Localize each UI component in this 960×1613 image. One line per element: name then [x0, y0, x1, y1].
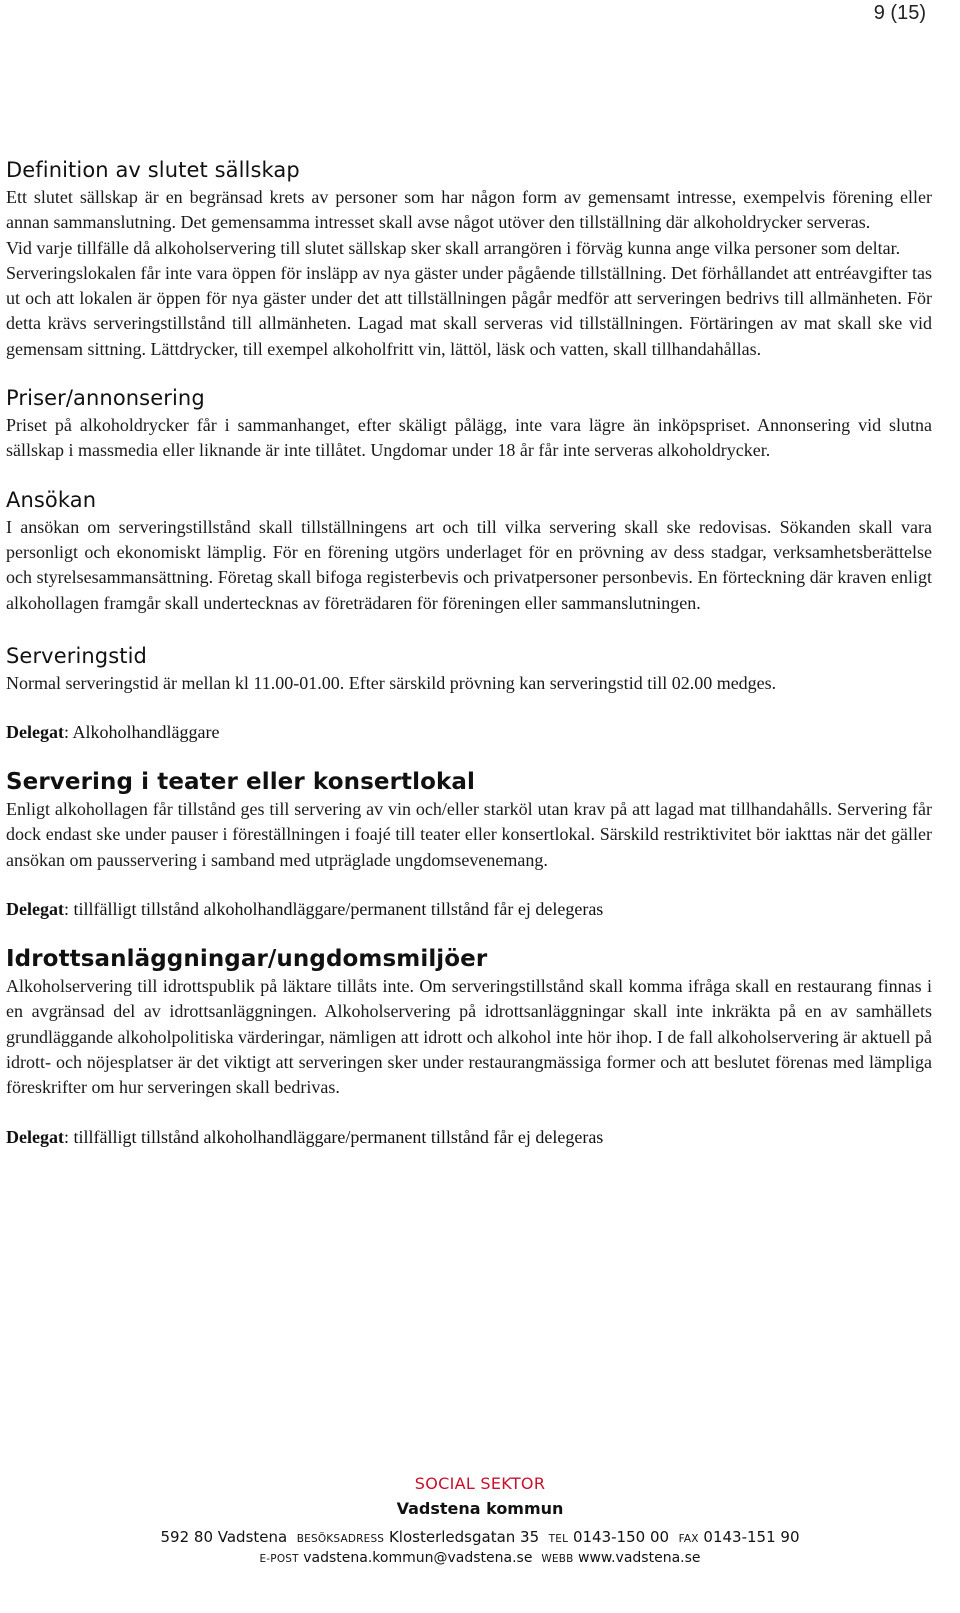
paragraph: Serveringslokalen får inte vara öppen för insläpp av nya gäster under pågående tillställning. Det förhållandet att entréavgifter tas ut och att lokalen är öppen för nya gäster under det att tillställningen pågår medför att serveringen bedrivs till allmänheten. För detta krävs serveringstillstånd till allmänheten. Lagad mat skall serveras vid tillställningen. Förtäringen av mat skall ske vid gemensam sittning. Lättdrycker, till exempel alkoholfritt vin, lättöl, läsk och vatten, skall tillhandahållas. — [6, 262, 932, 359]
section-heading: Ansökan — [6, 487, 97, 512]
section-heading: Priser/annonsering — [6, 386, 205, 411]
email-address[interactable]: vadstena.kommun@vadstena.se — [303, 1550, 533, 1566]
tel-number: 0143-150 00 — [572, 1528, 670, 1546]
paragraph: Vid varje tillfälle då alkoholservering till slutet sällskap sker skall arrangören i förväg kunna ange vilka personer som deltar. — [6, 237, 901, 258]
section-heading: Servering i teater eller konsertlokal — [6, 769, 476, 796]
paragraph: Enligt alkohollagen får tillstånd ges till servering av vin och/eller starköl utan krav på att lagad mat tillhandahålls. Servering får dock endast ske under pauser i föreställningen i foajé till teater eller konsertlokal. Särskild restriktivitet bör iakttas när det gäller ansökan om pausservering i samband med utpräglade ungdomsevenemang. — [6, 799, 932, 870]
section-heading: Definition av slutet sällskap — [6, 158, 300, 182]
delegat-line — [6, 897, 932, 922]
delegat-label: Delegat — [6, 722, 64, 743]
address-line — [0, 1528, 960, 1546]
delegat-text: : tillfälligt tillstånd alkoholhandläggare/permanent tillstånd får ej delegeras — [63, 899, 604, 920]
delegat-line — [6, 1125, 932, 1150]
page-footer — [0, 1474, 960, 1566]
web-address[interactable]: www.vadstena.se — [578, 1550, 701, 1566]
section-definition — [6, 158, 932, 362]
section-heading: Idrottsanläggningar/ungdomsmiljöer — [6, 946, 488, 973]
fax-number: 0143-151 90 — [703, 1528, 800, 1546]
paragraph: Alkoholservering till idrottspublik på läktare tillåts inte. Om serveringstillstånd skall komma ifråga skall en restaurang finnas i en avgränsad del av idrottsanläggningen. Alkoholservering på idrottsanläggningar skall inte inkräkta på en av samhällets grundläggande alkoholpolitiska värderingar, nämligen att idrott och alkohol inte hör ihop. I de fall alkoholservering är aktuell på idrott- och nöjesplatser är det viktigt att serveringen sker under restaurangmässiga former och att beslutet förenas med lämpliga föreskrifter om hur serveringen skall bedrivas. — [6, 976, 932, 1098]
section-heading: Serveringstid — [6, 643, 147, 668]
document-body — [6, 158, 932, 1150]
delegat-label: Delegat — [6, 1126, 64, 1147]
delegat-text: : tillfälligt tillstånd alkoholhandläggare/permanent tillstånd får ej delegeras — [63, 1126, 604, 1147]
delegat-text: : Alkoholhandläggare — [63, 722, 220, 743]
section-priser — [6, 386, 932, 464]
section-idrott — [6, 946, 932, 1149]
fax-label: FAX — [678, 1533, 699, 1545]
section-teater — [6, 769, 932, 922]
visit-label: BESÖKSADRESS — [296, 1533, 385, 1545]
tel-label: TEL — [548, 1533, 569, 1545]
delegat-label: Delegat — [6, 899, 64, 920]
department-name: SOCIAL SEKTOR — [414, 1474, 546, 1493]
delegat-line — [6, 720, 932, 745]
paragraph: I ansökan om serveringstillstånd skall tillställningens art och till vilka servering skall ske redovisas. Sökanden skall vara personligt och ekonomiskt lämplig. För en förening utgörs underlaget för en prövning av dess stadgar, verksamhetsberättelse och styrelsesammansättning. Företag skall bifoga registerbevis och privatpersoner personbevis. En förteckning där kraven enligt alkohollagen framgår skall undertecknas av företrädaren för föreningen eller sammanslutningen. — [6, 516, 932, 613]
visit-address: Klosterledsgatan 35 — [388, 1528, 540, 1546]
section-ansokan — [6, 488, 932, 616]
postal-address: 592 80 Vadstena — [160, 1528, 288, 1546]
paragraph: Priset på alkoholdrycker får i sammanhanget, efter skäligt pålägg, inte vara lägre än inköpspriset. Annonsering vid slutna sällskap i massmedia eller liknande är inte tillåtet. Ungdomar under 18 år får inte serveras alkoholdrycker. — [6, 415, 932, 461]
contact-line — [0, 1550, 960, 1566]
paragraph: Normal serveringstid är mellan kl 11.00-01.00. Efter särskild prövning kan serveringstid till 02.00 medges. — [6, 672, 777, 693]
municipality-name: Vadstena kommun — [396, 1499, 564, 1518]
section-serveringstid — [6, 644, 932, 745]
page-number: 9 (15) — [873, 2, 926, 24]
email-label: E-POST — [259, 1553, 299, 1565]
web-label: WEBB — [541, 1553, 574, 1565]
paragraph: Ett slutet sällskap är en begränsad krets av personer som har någon form av gemensamt intresse, exempelvis förening eller annan sammanslutning. Det gemensamma intresset skall avse något utöver den tillställning där alkoholdrycker serveras. — [6, 187, 932, 233]
